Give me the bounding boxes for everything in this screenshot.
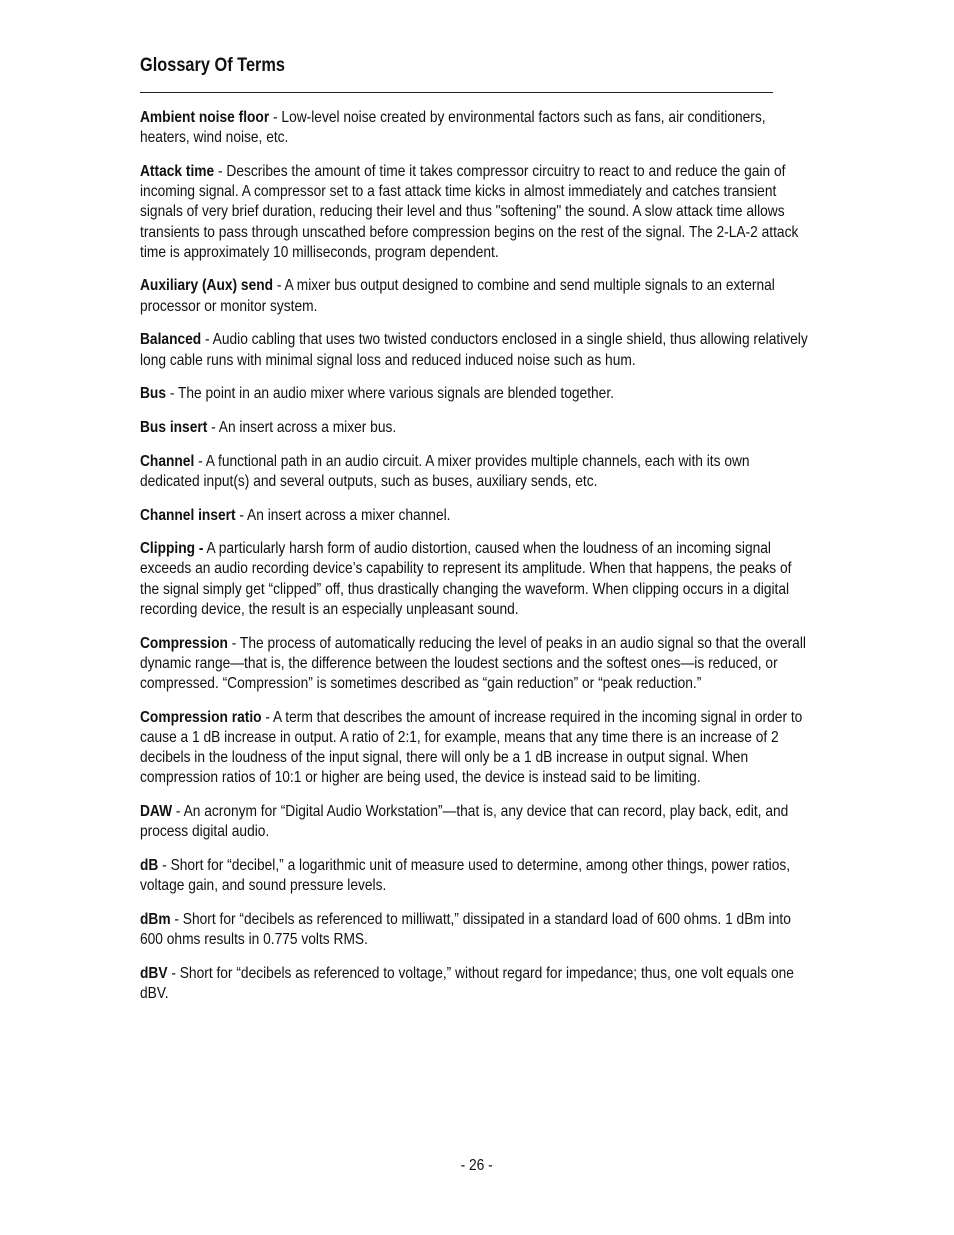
glossary-entry — [140, 108, 811, 148]
glossary-definition: - Short for “decibels as referenced to voltage,” without regard for impedance; thus, one volt equals one dBV. — [140, 964, 794, 1002]
glossary-definition: A particularly harsh form of audio distortion, caused when the loudness of an incoming signal exceeds an audio recording device’s capability to represent its amplitude. When that happens, the peaks of the signal simply get “clipped” off, thus drastically changing the waveform. When clipping occurs in a digital recording device, the result is an especially unpleasant sound. — [140, 540, 792, 618]
glossary-term: DAW — [140, 802, 173, 820]
glossary-term: dBm — [140, 910, 171, 928]
glossary-entry — [140, 539, 811, 620]
glossary-term: Compression — [140, 634, 228, 652]
glossary-definition: - An insert across a mixer channel. — [235, 506, 451, 524]
glossary-term: Channel — [140, 452, 195, 470]
glossary-definition: - Audio cabling that uses two twisted conductors enclosed in a single shield, thus allowing relatively long cable runs with minimal signal loss and reduced induced noise such as hum. — [140, 331, 808, 369]
glossary-entry — [140, 506, 811, 526]
glossary-definition: - Describes the amount of time it takes compressor circuitry to react to and reduce the gain of incoming signal. A compressor set to a fast attack time kicks in almost immediately and catches transient signals of very brief duration, reducing their level and thus "softening" the sound. A slow attack time allows transients to pass through unscathed before compression begins on the rest of the signal. The 2-LA-2 attack time is approximately 10 milliseconds, program dependent. — [140, 162, 799, 261]
glossary-term: Balanced — [140, 331, 202, 349]
page-footer — [0, 1156, 954, 1176]
glossary-term: Attack time — [140, 162, 215, 180]
glossary-term: Auxiliary (Aux) send — [140, 277, 274, 295]
glossary-definition: - Low-level noise created by environmental factors such as fans, air conditioners, heaters, wind noise, etc. — [140, 109, 766, 147]
glossary-entry — [140, 418, 811, 438]
title-underline — [140, 92, 773, 93]
glossary-entry — [140, 162, 811, 263]
glossary-entry — [140, 452, 811, 492]
glossary-entry — [140, 330, 811, 370]
glossary-term: Clipping - — [140, 540, 204, 558]
glossary-entry — [140, 910, 811, 950]
glossary-definition: - A mixer bus output designed to combine and send multiple signals to an external processor or monitor system. — [140, 277, 775, 315]
glossary-term: dB — [140, 856, 159, 874]
glossary-entry — [140, 964, 811, 1004]
glossary-definition: - An acronym for “Digital Audio Workstation”—that is, any device that can record, play back, edit, and process digital audio. — [140, 802, 789, 841]
glossary-term: Compression ratio — [140, 708, 262, 726]
glossary-entry — [140, 384, 811, 404]
glossary-definition: - Short for “decibel,” a logarithmic unit of measure used to determine, among other things, power ratios, voltage gain, and sound pressure levels. — [140, 856, 791, 895]
glossary-term: Bus insert — [140, 418, 208, 436]
glossary-definition: - A term that describes the amount of increase required in the incoming signal in order to cause a 1 dB increase in output. A ratio of 2:1, for example, means that any time there is an increase of 2 decibels in the loudness of the input signal, there will only be a 1 dB increase in output signal. When compression ratios of 10:1 or higher are being used, the device is instead said to be limiting. — [140, 708, 803, 787]
glossary-definition: - The process of automatically reducing the level of peaks in an audio signal so that the overall dynamic range—that is, the difference between the loudest sections and the softest ones—is reduced, or compressed. “Compression” is sometimes described as “gain reduction” or “peak reduction.” — [140, 634, 806, 692]
document-page — [140, 52, 812, 1018]
glossary-term: Channel insert — [140, 506, 236, 524]
page-number: - 26 - — [460, 1157, 494, 1174]
glossary-list — [140, 108, 812, 1004]
glossary-entry — [140, 634, 811, 695]
glossary-entry — [140, 708, 811, 789]
glossary-definition: - A functional path in an audio circuit. A mixer provides multiple channels, each with its own dedicated input(s) and several outputs, such as buses, auxiliary sends, etc. — [140, 452, 750, 490]
glossary-definition: - Short for “decibels as referenced to milliwatt,” dissipated in a standard load of 600 ohms. 1 dBm into 600 ohms results in 0.775 volts RMS. — [140, 910, 791, 948]
glossary-term: dBV — [140, 964, 168, 982]
glossary-term: Bus — [140, 385, 167, 403]
glossary-term: Ambient noise floor — [140, 109, 270, 126]
page-title: Glossary Of Terms — [140, 55, 286, 76]
glossary-entry — [140, 276, 811, 316]
glossary-entry — [140, 802, 811, 842]
glossary-definition: - The point in an audio mixer where various signals are blended together. — [166, 385, 614, 403]
glossary-entry — [140, 856, 811, 896]
glossary-definition: - An insert across a mixer bus. — [207, 418, 397, 436]
